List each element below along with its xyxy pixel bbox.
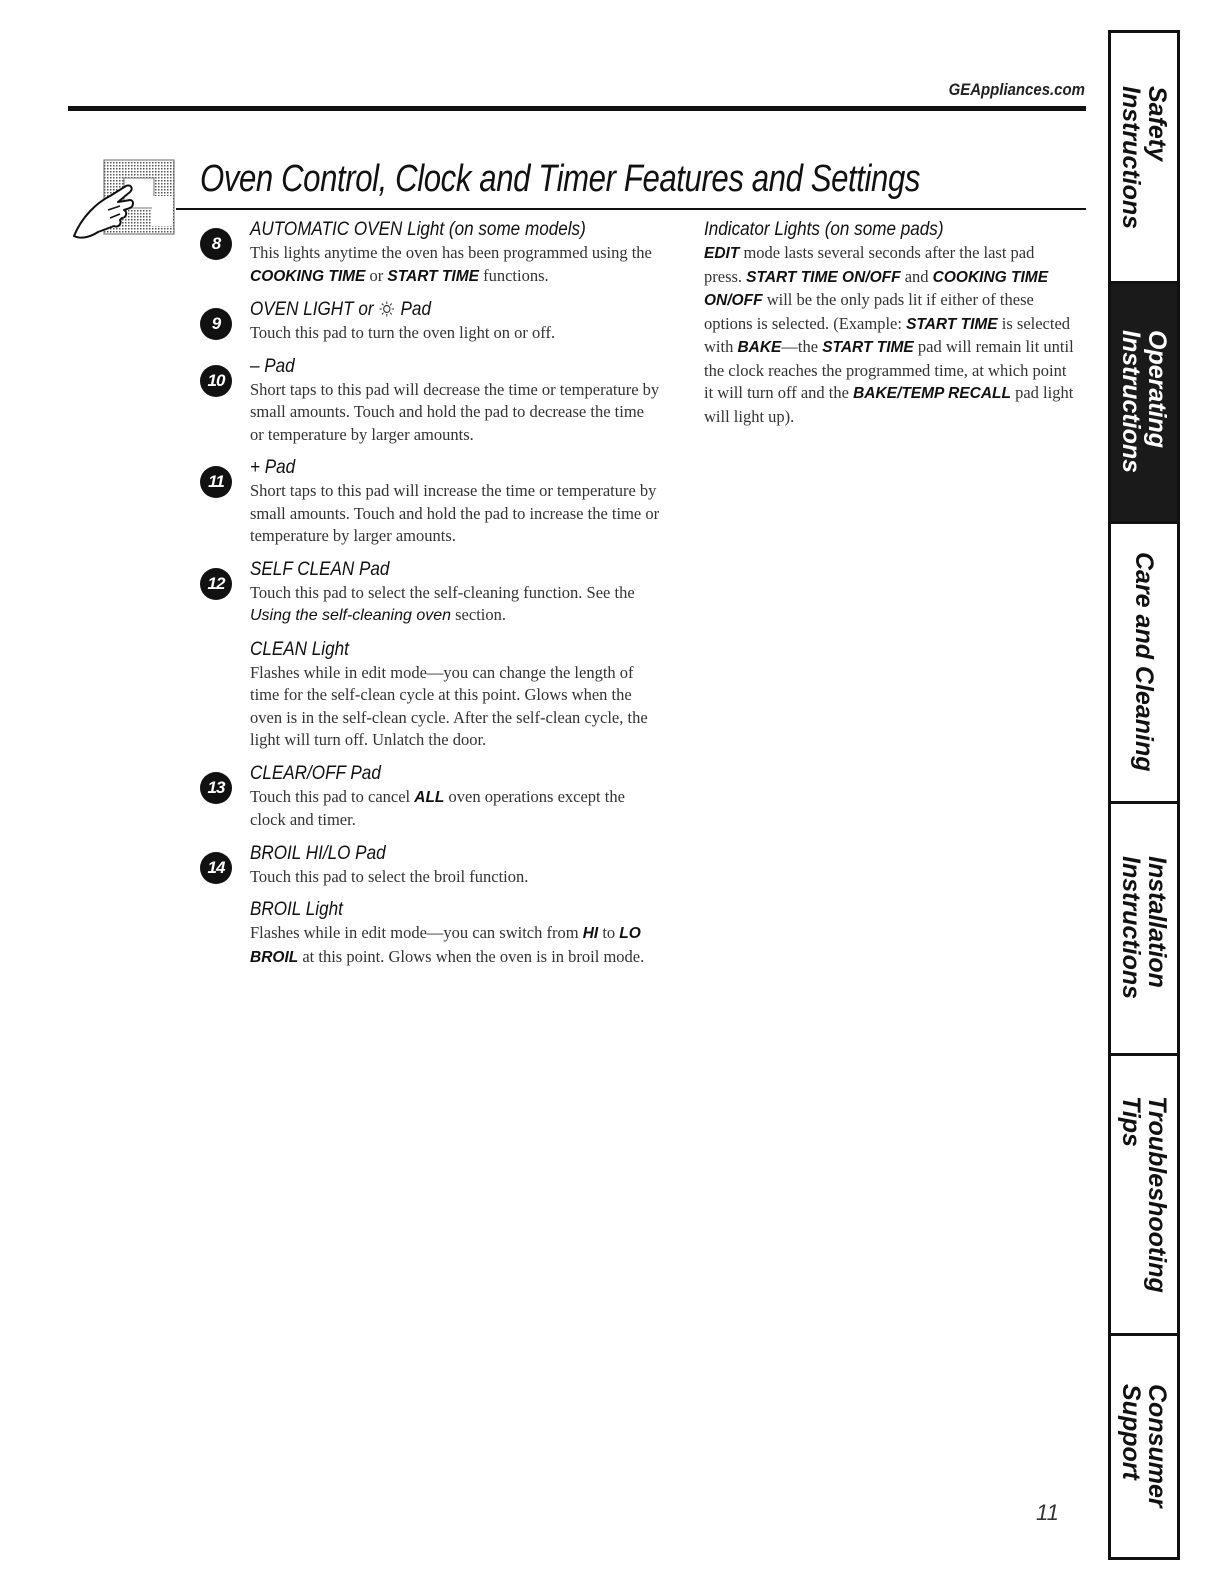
step-number-badge: 12 <box>200 568 232 600</box>
tab-care-and-cleaning[interactable] <box>1108 522 1180 802</box>
text-run: Touch this pad to select the self-cleaning function. See the <box>250 582 635 602</box>
bold-term: START TIME <box>822 339 914 356</box>
step-number-badge: 13 <box>200 772 232 804</box>
tab-label: Troubleshooting Tips <box>1117 1095 1171 1293</box>
tab-divider <box>1108 1053 1180 1056</box>
bold-term: START TIME ON/OFF <box>746 268 901 286</box>
tab-safety-instructions[interactable] <box>1108 30 1180 282</box>
feature-heading: + Pad <box>250 457 296 478</box>
step-number-badge: 11 <box>200 466 232 498</box>
bold-term: LO BROIL <box>250 925 641 966</box>
feature-description <box>250 379 660 447</box>
step-number-badge: 8 <box>200 228 232 260</box>
text-run: mode lasts several seconds after the last pad press. <box>704 243 1035 286</box>
features-list <box>200 218 660 979</box>
text-run: at this point. Glows when the oven is in broil mode. <box>298 946 645 966</box>
bold-term: BAKE/TEMP RECALL <box>853 385 1011 402</box>
page-title: Oven Control, Clock and Timer Features and Settings <box>200 158 921 200</box>
tab-label: Safety Instructions <box>1117 85 1171 230</box>
text-run: Touch this pad to turn the oven light on or off. <box>250 323 556 342</box>
text-run: Short taps to this pad will decrease the time or temperature by small amounts. Touch and hold the pad to decrease the time or temperature by larger amounts. <box>250 379 660 444</box>
feature-description <box>250 242 660 288</box>
feature-item <box>200 842 660 889</box>
bold-term: COOKING TIME ON/OFF <box>704 268 1049 309</box>
feature-heading: AUTOMATIC OVEN Light (on some models) <box>250 219 586 240</box>
section-tabs <box>1108 30 1180 1560</box>
step-number-badge: 14 <box>200 852 232 884</box>
feature-item <box>200 355 660 447</box>
text-run: and <box>900 266 933 286</box>
text-run: oven operations except the clock and timer. <box>250 786 625 829</box>
heading-text: OVEN LIGHT or <box>250 299 374 320</box>
bold-term: START TIME <box>906 315 998 333</box>
feature-heading: CLEAN Light <box>250 638 349 660</box>
text-run: Flashes while in edit mode—you can change the length of time for the self-clean cycle at this point. Glows when the oven is in the self-clean cycle. After the self-clean cycle, the light will turn off. Unlatch the door. <box>250 662 648 749</box>
hand-pointing-icon <box>68 156 178 266</box>
text-run: functions. <box>478 265 549 285</box>
tab-label: Consumer Support <box>1117 1383 1171 1508</box>
tab-label: Installation Instructions <box>1117 856 1171 1000</box>
feature-item <box>200 298 660 345</box>
text-run: or <box>365 265 388 285</box>
bold-term: START TIME <box>387 267 479 285</box>
tab-divider <box>1108 1333 1180 1336</box>
text-run: This lights anytime the oven has been programmed using the <box>250 243 652 262</box>
bold-term: ALL <box>414 788 445 806</box>
tab-installation-instructions[interactable] <box>1108 802 1180 1054</box>
feature-description <box>250 582 660 628</box>
feature-heading: CLEAR/OFF Pad <box>250 762 381 784</box>
text-run: Touch this pad to select the broil function. <box>250 866 529 886</box>
heading-text: Pad <box>400 299 431 320</box>
tab-label: Care and Cleaning <box>1130 552 1158 772</box>
feature-item <box>200 456 660 548</box>
text-run: —the <box>781 337 823 356</box>
bold-term: EDIT <box>704 245 740 262</box>
title-rule <box>176 208 1086 210</box>
tab-operating-instructions[interactable] <box>1108 282 1180 522</box>
feature-heading: BROIL HI/LO Pad <box>250 842 386 864</box>
step-number-badge: 9 <box>200 308 232 340</box>
text-run: Short taps to this pad will increase the time or temperature by small amounts. Touch and hold the pad to increase the time or temperature by larger amounts. <box>250 481 660 545</box>
feature-heading: – Pad <box>250 355 295 377</box>
feature-description <box>250 922 660 969</box>
feature-item <box>200 898 660 969</box>
text-run: is selected with <box>704 313 1071 356</box>
text-run: Flashes while in edit mode—you can switch from <box>250 923 583 942</box>
indicator-lights-section <box>704 218 1074 438</box>
tab-consumer-support[interactable] <box>1108 1334 1180 1560</box>
header-rule <box>68 106 1086 111</box>
feature-heading <box>250 298 619 322</box>
bold-term: COOKING TIME <box>250 267 366 285</box>
tab-divider <box>1108 801 1180 804</box>
tab-label: Operating Instructions <box>1117 330 1171 474</box>
tab-divider <box>1108 521 1180 524</box>
section-reference: Using the self-cleaning oven <box>250 607 452 624</box>
feature-item <box>200 558 660 628</box>
tab-divider <box>1108 281 1180 284</box>
light-bulb-icon <box>377 301 397 317</box>
text-run: pad will remain lit until the clock reaches the programmed time, at which point it will turn off and the <box>704 337 1074 402</box>
page-number: 11 <box>1036 1500 1059 1525</box>
text-run: to <box>598 923 620 942</box>
feature-heading: SELF CLEAN Pad <box>250 558 390 580</box>
indicator-lights-heading: Indicator Lights (on some pads) <box>704 219 944 240</box>
text-run: will be the only pads lit if either of these options is selected. (Example: <box>704 290 1034 333</box>
text-run: section. <box>451 605 507 624</box>
feature-description <box>250 786 660 832</box>
feature-description <box>250 866 660 889</box>
feature-item <box>200 218 660 288</box>
text-run: Touch this pad to cancel <box>250 786 415 806</box>
tab-troubleshooting-tips[interactable] <box>1108 1054 1180 1334</box>
feature-item <box>200 762 660 832</box>
feature-description <box>250 322 660 345</box>
text-run: pad light will light up). <box>704 383 1074 426</box>
feature-heading: BROIL Light <box>250 899 343 920</box>
bold-term: HI <box>582 925 599 942</box>
bold-term: BAKE <box>737 339 782 356</box>
feature-item <box>200 638 660 752</box>
feature-description <box>250 480 660 548</box>
feature-description <box>250 662 660 752</box>
site-url: GEAppliances.com <box>948 80 1085 99</box>
step-number-badge: 10 <box>200 365 232 397</box>
indicator-lights-text <box>704 242 1074 428</box>
